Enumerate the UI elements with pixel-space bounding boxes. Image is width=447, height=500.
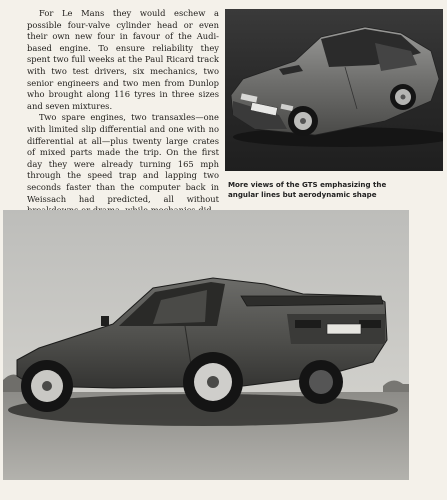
photo-caption: More views of the GTS emphasizing the angular lines but aerodynamic shape [228,180,387,199]
photo-gts-front-view [225,9,443,171]
article-paragraph-2: Two spare engines, two transaxles—one with limited slip differential and one with no differential at all—plus twenty large crates of mixed parts made the trip. On the first day they were already turning 165 mph through the speed trap and lapping two seconds faster than the computer back in Weissach had predicted, all without [27,112,219,204]
article-paragraph-1: For Le Mans they would eschew a possible four-valve cylinder head or even their own new four in favour of the Audi-based engine. To ensure reliability they spent two full weeks at the Paul Ricard track with two test drivers, six mechanics, two senior engineers and two men from Dunlop who brought along 116 tyres in three sizes and seven mixtures. [27,8,219,111]
photo-gts-rear-view [3,210,409,480]
article-text-column [27,8,219,217]
